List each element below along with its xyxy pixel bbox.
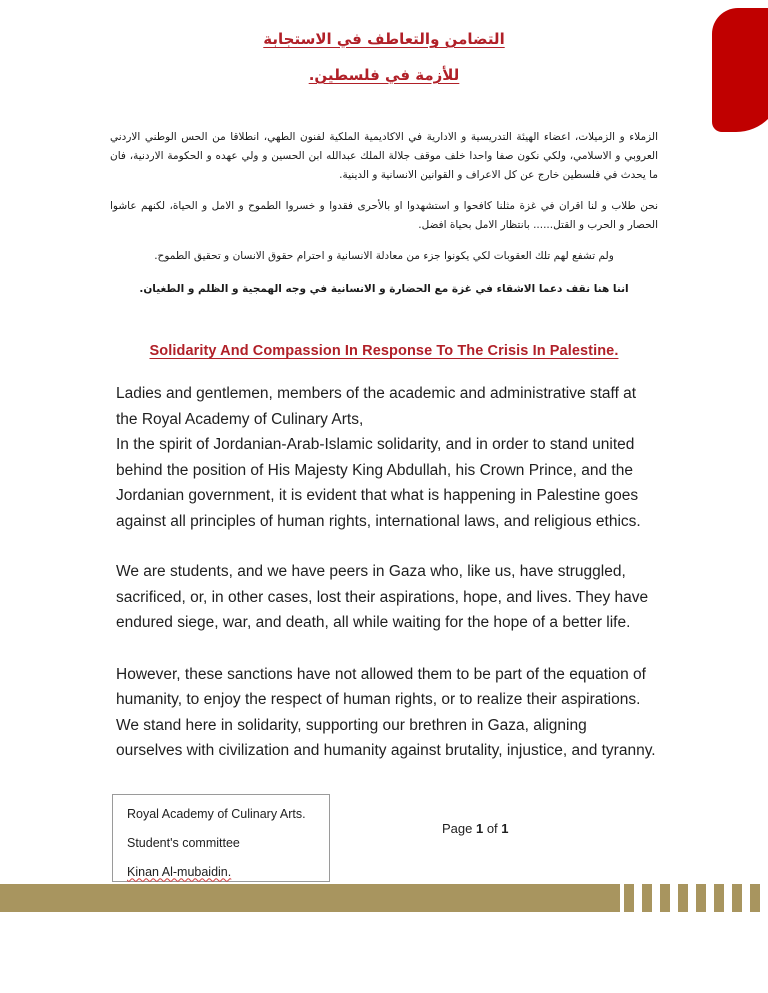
english-heading: Solidarity And Compassion In Response To The Crisis In Palestine. — [149, 343, 619, 359]
signature-box — [112, 794, 330, 882]
arabic-paragraph-3: ولم تشفع لهم تلك العقوبات لكي يكونوا جزء من معادلة الانسانية و احترام حقوق الانسان و تحقيق الطموح. — [154, 250, 614, 262]
gold-band-tick — [642, 884, 652, 912]
gold-band-tick — [660, 884, 670, 912]
gold-band-tick — [678, 884, 688, 912]
page-number-total: 1 — [501, 820, 509, 836]
signature-name: Kinan Al-mubaidin. — [127, 864, 232, 879]
signature-committee: Student's committee — [127, 835, 240, 850]
english-body — [112, 381, 656, 764]
signature-row — [112, 794, 656, 888]
arabic-title-line-2: للأزمة في فلسطين. — [308, 66, 460, 84]
gold-band-tick — [714, 884, 724, 912]
page-number-middle: of — [483, 820, 502, 836]
page-number-current: 1 — [475, 820, 484, 836]
gold-band-tick — [732, 884, 742, 912]
gold-band-solid — [0, 884, 620, 912]
english-paragraph-3: However, these sanctions have not allowed them to be part of the equation of humanity, to enjoy the respect of human rights, or to realize their aspirations. We stand here in solidarity, supporting our brethren in Gaza, aligning ourselves with civilization and humanity against brutality, injustice, and tyranny. — [116, 665, 656, 759]
arabic-paragraph-1: الزملاء و الزميلات، اعضاء الهيئة التدريسية و الادارية في الاكاديمية الملكية لفنون الطهي، انطلاقا من الحس الوطني الاردني العروبي و الاسلامي، ولكي نكون صفا واحدا خلف موقف جلالة الملك عبدالله ابن الحسين و ولي عهده و الحكومة الاردنية، فان ما يحدث في فلسطين خارج عن كل الاعراف و القوانين الانسانية و الدينية. — [110, 131, 658, 181]
arabic-paragraph-4: اننا هنا نقف دعما الاشقاء في غزة مع الحضارة و الانسانية في وجه الهمجية و الظلم و الطغيان. — [139, 283, 629, 295]
arabic-title-line-1: التضامن والتعاطف في الاستجابة — [263, 30, 505, 48]
english-paragraph-2: We are students, and we have peers in Gaza who, like us, have struggled, sacrificed, or, in other cases, lost their aspirations, hope, and lives. They have endured siege, war, and death, all while waiting for the hope of a better life. — [116, 563, 649, 631]
gold-band-decoration — [0, 884, 768, 912]
english-paragraph-1: Ladies and gentlemen, members of the academic and administrative staff at the Royal Academy of Culinary Arts, In the spirit of Jordanian-Arab-Islamic solidarity, and in order to stand united behind the position of His Majesty King Abdullah, his Crown Prince, and the Jordanian government, it is evident that what is happening in Palestine goes against all principles of human rights, international laws, and religious ethics. — [116, 385, 641, 530]
gold-band-ticks — [624, 884, 768, 912]
page-number-prefix: Page — [442, 820, 476, 836]
page-number — [442, 821, 509, 836]
gold-band-tick — [624, 884, 634, 912]
arabic-paragraph-2: نحن طلاب و لنا اقران في غزة مثلنا كافحوا و استشهدوا او بالأحرى فقدوا و خسروا الطموح و الامل و الحياة، لكنهم عاشوا الحصار و الحرب و القتل...... بانتظار الامل بحياة افضل. — [110, 200, 658, 231]
gold-band-tick — [750, 884, 760, 912]
signature-organization: Royal Academy of Culinary Arts. — [127, 806, 306, 821]
gold-band-tick — [696, 884, 706, 912]
